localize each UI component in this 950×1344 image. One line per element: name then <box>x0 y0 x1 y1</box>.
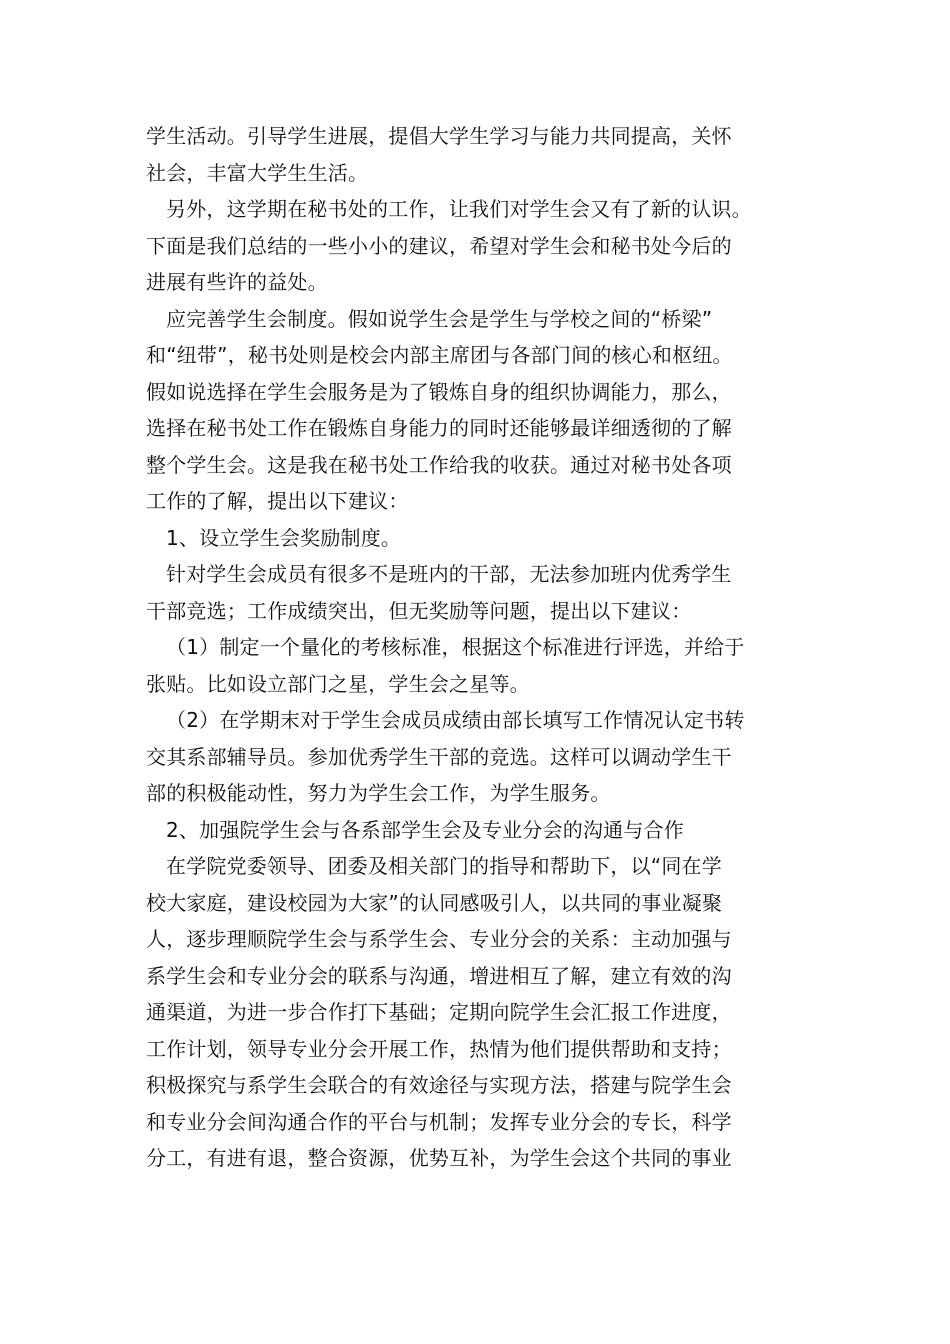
text-line: 工作计划，领导专业分会开展工作，热情为他们提供帮助和支持； <box>146 1036 732 1061</box>
text-line: 系学生会和专业分会的联系与沟通，增进相互了解，建立有效的沟 <box>146 963 732 988</box>
text-line: 部的积极能动性，努力为学生会工作，为学生服务。 <box>146 781 611 805</box>
text-line: 通渠道，为进一步合作打下基础；定期向院学生会汇报工作进度， <box>146 1000 732 1024</box>
text-line: 在学院党委领导、团委及相关部门的指导和帮助下，以“同在学 <box>166 854 722 878</box>
text-line: 校大家庭，建设校园为大家”的认同感吸引人，以共同的事业凝聚 <box>146 890 723 915</box>
text-line: 针对学生会成员有很多不是班内的干部，无法参加班内优秀学生 <box>166 562 732 586</box>
section-heading: 1、设立学生会奖励制度。 <box>166 525 402 550</box>
text-line: （2）在学期末对于学生会成员成绩由部长填写工作情况认定书转 <box>166 708 745 732</box>
text-line: 分工，有进有退，整合资源，优势互补，为学生会这个共同的事业 <box>146 1146 732 1170</box>
text-line: 进展有些许的益处。 <box>146 270 328 294</box>
text-line: 积极探究与系学生会联合的有效途径与实现方法，搭建与院学生会 <box>146 1073 732 1097</box>
text-line: 社会，丰富大学生生活。 <box>146 160 369 185</box>
text-line: （1）制定一个量化的考核标准，根据这个标准进行评选，并给于 <box>166 635 745 659</box>
text-line: 选择在秘书处工作在锻炼自身能力的同时还能够最详细透彻的了解 <box>146 416 732 440</box>
text-line: 下面是我们总结的一些小小的建议，希望对学生会和秘书处今后的 <box>146 233 732 258</box>
text-line: 和专业分会间沟通合作的平台与机制；发挥专业分会的专长，科学 <box>146 1109 732 1134</box>
text-line: 张贴。比如设立部门之星，学生会之星等。 <box>146 671 530 696</box>
text-line: 干部竞选；工作成绩突出，但无奖励等问题，提出以下建议： <box>146 598 692 623</box>
text-line: 交其系部辅导员。参加优秀学生干部的竞选。这样可以调动学生干 <box>146 744 732 769</box>
text-line: 人，逐步理顺院学生会与系学生会、专业分会的关系：主动加强与 <box>146 927 732 951</box>
text-line: 学生活动。引导学生进展，提倡大学生学习与能力共同提高，关怀 <box>146 124 732 148</box>
text-line: 和“纽带”，秘书处则是校会内部主席团与各部门间的核心和枢纽。 <box>146 343 733 367</box>
text-line: 另外，这学期在秘书处的工作，让我们对学生会又有了新的认识。 <box>166 197 752 221</box>
body-text <box>146 118 846 1177</box>
section-heading: 2、加强院学生会与各系部学生会及专业分会的沟通与合作 <box>166 817 684 842</box>
text-line: 应完善学生会制度。假如说学生会是学生与学校之间的“桥梁” <box>166 306 713 331</box>
text-line: 工作的了解，提出以下建议： <box>146 489 409 513</box>
text-line: 整个学生会。这是我在秘书处工作给我的收获。通过对秘书处各项 <box>146 452 732 477</box>
text-line: 假如说选择在学生会服务是为了锻炼自身的组织协调能力，那么， <box>146 379 732 404</box>
